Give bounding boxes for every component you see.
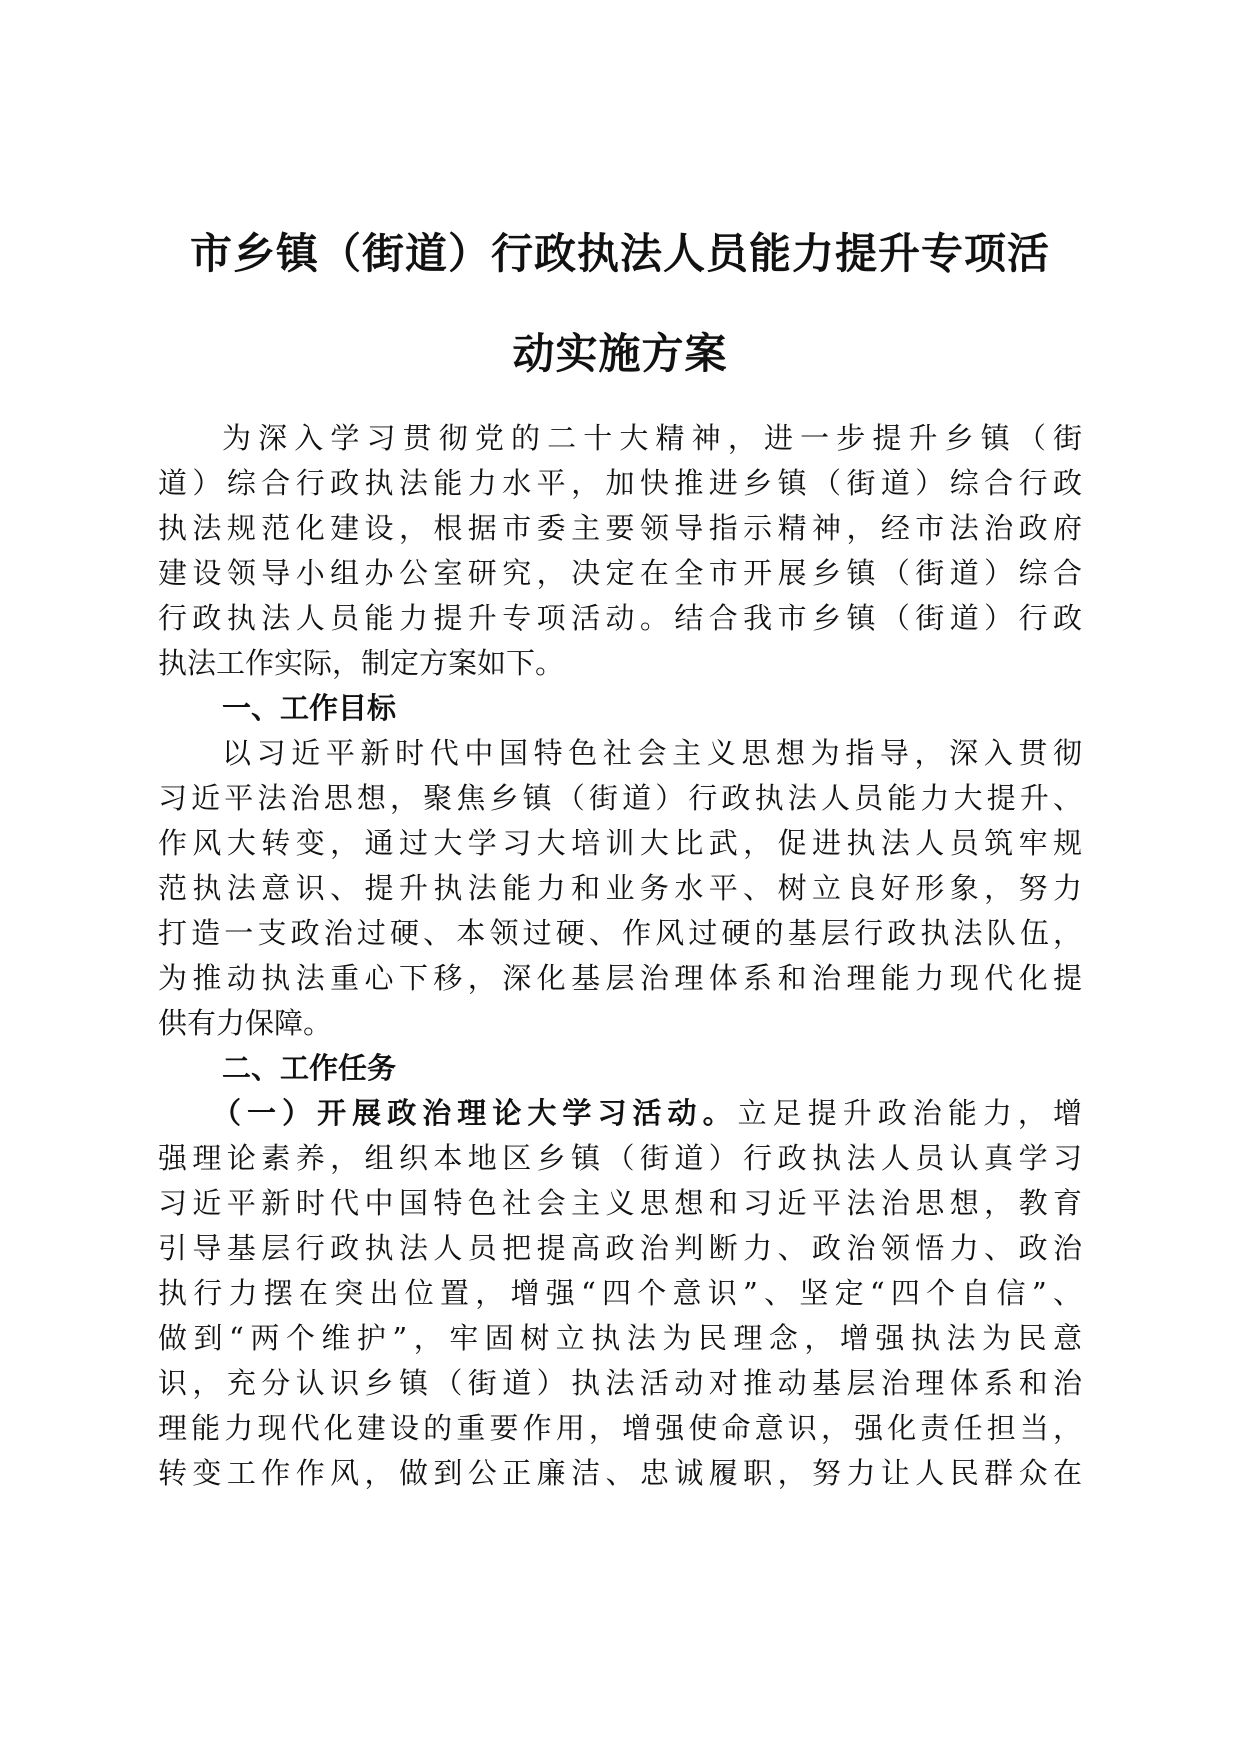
intro-paragraph-line: 道）综合行政执法能力水平，加快推进乡镇（街道）综合行政 [158,466,1082,500]
section-heading-tasks: 二、工作任务 [222,1051,397,1085]
task-1-paragraph-line: 理能力现代化建设的重要作用，增强使命意识，强化责任担当， [158,1411,1082,1445]
task-1-first-text: 立足提升政治能力，增 [737,1096,1082,1130]
task-1-paragraph-line: 强理论素养，组织本地区乡镇（街道）行政执法人员认真学习 [158,1141,1082,1175]
task-1-paragraph-line: 做到“两个维护”，牢固树立执法为民理念，增强执法为民意 [158,1321,1082,1355]
task-1-paragraph-line: 习近平新时代中国特色社会主义思想和习近平法治思想，教育 [158,1186,1082,1220]
intro-paragraph-line: 为深入学习贯彻党的二十大精神，进一步提升乡镇（街 [222,421,1082,455]
task-1-paragraph-line: 识，充分认识乡镇（街道）执法活动对推动基层治理体系和治 [158,1366,1082,1400]
intro-paragraph-line: 建设领导小组办公室研究，决定在全市开展乡镇（街道）综合 [158,556,1082,590]
section-heading-goals: 一、工作目标 [222,691,397,725]
intro-paragraph-line: 执法工作实际，制定方案如下。 [158,646,565,680]
task-1-first-line [212,1093,1082,1133]
goals-paragraph-line: 打造一支政治过硬、本领过硬、作风过硬的基层行政执法队伍， [158,916,1082,950]
goals-paragraph-line: 供有力保障。 [158,1006,333,1040]
task-1-lead: （一）开展政治理论大学习活动。 [212,1096,738,1130]
document-title-line-2: 动实施方案 [512,329,728,378]
goals-paragraph-line: 作风大转变，通过大学习大培训大比武，促进执法人员筑牢规 [158,826,1082,860]
task-1-paragraph-line: 引导基层行政执法人员把提高政治判断力、政治领悟力、政治 [158,1231,1082,1265]
goals-paragraph-line: 习近平法治思想，聚焦乡镇（街道）行政执法人员能力大提升、 [158,781,1082,815]
goals-paragraph-line: 范执法意识、提升执法能力和业务水平、树立良好形象，努力 [158,871,1082,905]
goals-paragraph-line: 以习近平新时代中国特色社会主义思想为指导，深入贯彻 [222,736,1082,770]
task-1-paragraph-line: 转变工作作风，做到公正廉洁、忠诚履职，努力让人民群众在 [158,1456,1082,1490]
task-1-paragraph-line: 执行力摆在突出位置，增强“四个意识”、坚定“四个自信”、 [158,1276,1082,1310]
goals-paragraph-line: 为推动执法重心下移，深化基层治理体系和治理能力现代化提 [158,961,1082,995]
intro-paragraph-line: 执法规范化建设，根据市委主要领导指示精神，经市法治政府 [158,511,1082,545]
intro-paragraph-line: 行政执法人员能力提升专项活动。结合我市乡镇（街道）行政 [158,601,1082,635]
document-title-line-1: 市乡镇（街道）行政执法人员能力提升专项活 [189,229,1050,278]
